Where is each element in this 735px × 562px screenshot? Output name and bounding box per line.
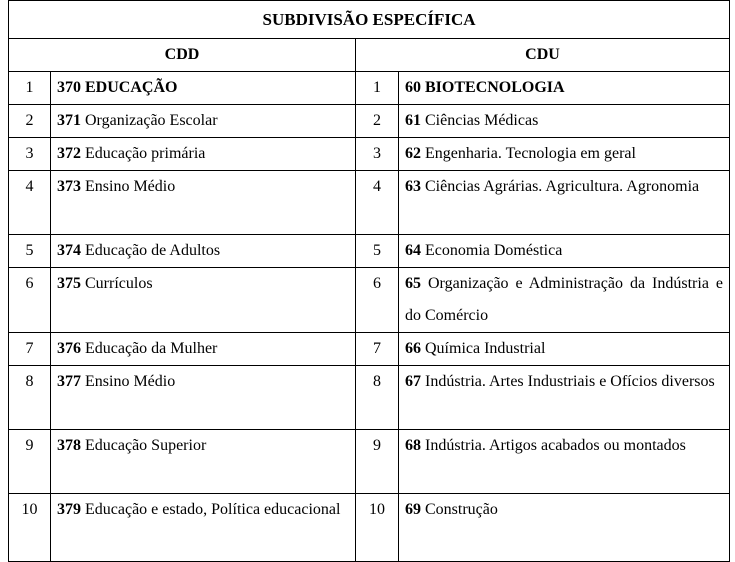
header-cdd: CDD	[9, 39, 356, 72]
cdu-code: 64	[405, 242, 421, 259]
cdd-code: 370 EDUCAÇÃO	[57, 79, 178, 96]
cdd-index: 10	[9, 494, 51, 562]
cdd-code: 373	[57, 178, 81, 195]
cdd-description: Educação e estado, Política educacional	[81, 501, 341, 518]
cdd-code: 375	[57, 275, 81, 292]
cdd-entry	[51, 333, 356, 366]
cdu-code: 61	[405, 112, 421, 129]
cdu-entry	[399, 494, 730, 562]
cdd-index: 5	[9, 235, 51, 268]
cdd-code: 379	[57, 501, 81, 518]
cdu-code: 62	[405, 145, 421, 162]
cdd-entry	[51, 171, 356, 235]
cdd-code: 372	[57, 145, 81, 162]
cdd-description: Educação de Adultos	[81, 242, 221, 259]
cdd-code: 378	[57, 437, 81, 454]
cdu-description: Ciências Médicas	[421, 112, 539, 129]
cdd-entry	[51, 105, 356, 138]
cdu-entry	[399, 72, 730, 105]
cdu-code: 65	[405, 275, 421, 292]
table-row	[9, 171, 730, 235]
cdd-entry	[51, 138, 356, 171]
cdu-index: 3	[356, 138, 399, 171]
cdd-entry	[51, 235, 356, 268]
cdu-entry	[399, 171, 730, 235]
cdu-index: 1	[356, 72, 399, 105]
cdu-description: Economia Doméstica	[421, 242, 563, 259]
cdu-description: Indústria. Artes Industriais e Ofícios diversos	[421, 373, 715, 390]
cdu-entry	[399, 138, 730, 171]
table-row	[9, 105, 730, 138]
cdu-entry	[399, 235, 730, 268]
cdu-description: Engenharia. Tecnologia em geral	[421, 145, 636, 162]
cdu-index: 9	[356, 430, 399, 494]
cdd-code: 371	[57, 112, 81, 129]
cdu-description: Organização e Administração da Indústria e do Comércio	[405, 275, 724, 324]
cdd-code: 374	[57, 242, 81, 259]
cdu-code: 66	[405, 340, 421, 357]
cdd-index: 8	[9, 366, 51, 430]
table-title: SUBDIVISÃO ESPECÍFICA	[9, 1, 730, 39]
cdu-code: 60 BIOTECNOLOGIA	[405, 79, 565, 96]
table-row	[9, 333, 730, 366]
cdu-description: Indústria. Artigos acabados ou montados	[421, 437, 686, 454]
cdu-entry	[399, 366, 730, 430]
cdd-entry	[51, 366, 356, 430]
cdd-entry	[51, 268, 356, 333]
table-row	[9, 235, 730, 268]
table-row	[9, 430, 730, 494]
cdd-index: 7	[9, 333, 51, 366]
table-row	[9, 268, 730, 333]
cdd-entry	[51, 72, 356, 105]
cdd-index: 9	[9, 430, 51, 494]
table-row	[9, 72, 730, 105]
cdd-description: Educação da Mulher	[81, 340, 218, 357]
cdd-index: 6	[9, 268, 51, 333]
cdd-description: Educação primária	[81, 145, 206, 162]
cdu-code: 68	[405, 437, 421, 454]
cdu-entry	[399, 105, 730, 138]
cdu-entry	[399, 430, 730, 494]
cdd-code: 376	[57, 340, 81, 357]
cdu-index: 4	[356, 171, 399, 235]
cdd-index: 1	[9, 72, 51, 105]
cdd-code: 377	[57, 373, 81, 390]
table-row	[9, 366, 730, 430]
table-row	[9, 138, 730, 171]
cdu-description: Construção	[421, 501, 498, 518]
cdu-code: 69	[405, 501, 421, 518]
cdu-entry	[399, 268, 730, 333]
cdu-entry	[399, 333, 730, 366]
cdd-description: Currículos	[81, 275, 153, 292]
cdu-code: 63	[405, 178, 421, 195]
cdu-code: 67	[405, 373, 421, 390]
cdd-index: 4	[9, 171, 51, 235]
cdd-description: Organização Escolar	[81, 112, 218, 129]
cdu-index: 2	[356, 105, 399, 138]
cdd-entry	[51, 494, 356, 562]
header-cdu: CDU	[356, 39, 730, 72]
cdd-index: 2	[9, 105, 51, 138]
cdd-index: 3	[9, 138, 51, 171]
cdd-description: Educação Superior	[81, 437, 207, 454]
cdu-description: Ciências Agrárias. Agricultura. Agronomia	[421, 178, 700, 195]
table-row	[9, 494, 730, 562]
classification-table	[8, 0, 730, 562]
cdu-index: 10	[356, 494, 399, 562]
cdu-index: 6	[356, 268, 399, 333]
cdd-description: Ensino Médio	[81, 373, 176, 390]
cdu-description: Química Industrial	[421, 340, 546, 357]
cdu-index: 7	[356, 333, 399, 366]
cdu-index: 5	[356, 235, 399, 268]
cdd-description: Ensino Médio	[81, 178, 176, 195]
cdd-entry	[51, 430, 356, 494]
cdu-index: 8	[356, 366, 399, 430]
